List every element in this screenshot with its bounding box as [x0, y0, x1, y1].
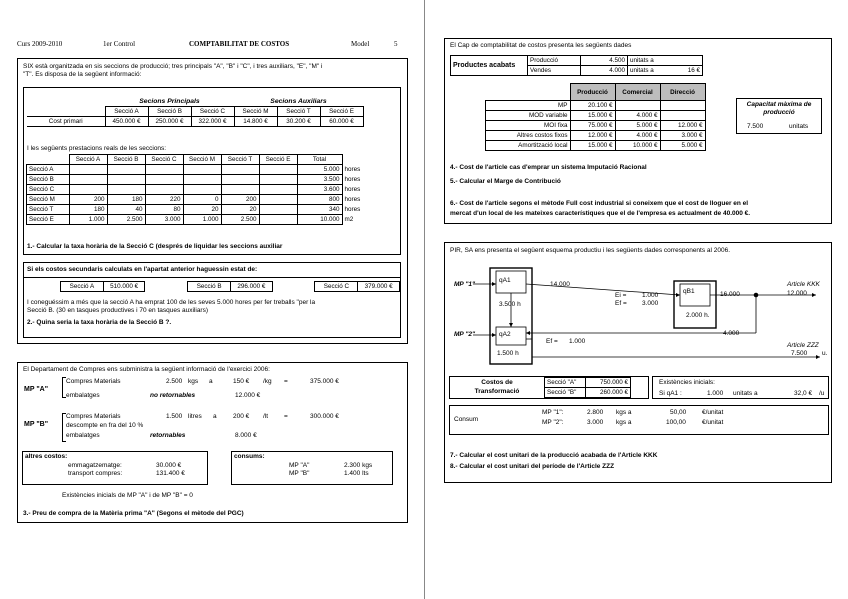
prest-row-label: Secció B: [27, 175, 70, 185]
altres-value: 131.400 €: [156, 470, 185, 477]
ef-value: 3.000: [642, 300, 659, 307]
model-label: Model: [351, 40, 370, 48]
qa2-hours: 1.500 h: [497, 350, 519, 357]
mpb-per: /lt: [263, 413, 269, 420]
mpb-label: MP "B": [24, 421, 49, 428]
cost-cell: [660, 111, 705, 121]
cost-row: [486, 121, 706, 131]
prest-header: Secció E: [259, 155, 297, 165]
prod-row-price: [672, 56, 703, 66]
cost-cell: 12.000 €: [570, 131, 615, 141]
section-header: Secció B: [148, 107, 191, 117]
mpa-per: /kg: [263, 378, 272, 385]
prest-cell: [145, 175, 183, 185]
group-principal-header: Secions Principals: [105, 97, 234, 107]
prest-cell: 220: [145, 195, 183, 205]
prest-header: Secció M: [183, 155, 221, 165]
prest-cell: [259, 205, 297, 215]
prest-cell: [69, 165, 107, 175]
mpa-embalatges-note: no retornables: [150, 392, 196, 399]
costos-transformacio-table: [544, 377, 631, 398]
productes-acabats-table: [450, 55, 703, 76]
question-4: 4.- Cost de l'article cas d'emprar un sistema Imputació Racional: [450, 164, 647, 171]
prest-cell: [107, 165, 145, 175]
mpa-eq: =: [284, 378, 288, 385]
mpb-unit: litres: [188, 413, 202, 420]
costos-label: Secció "A": [545, 378, 586, 388]
prest-cell: 3.600: [297, 185, 342, 195]
zzz-value: 7.500: [791, 350, 808, 357]
pir-exercise-box: [444, 242, 832, 483]
costos-table: [485, 83, 706, 151]
capacitat-value: 7.500: [747, 123, 764, 130]
six-intro-line1: SIX està organitzada en sis seccions de producció; tres principals "A", "B" i "C", i tres auxiliars, "E", "M" i: [23, 63, 323, 70]
prest-cell: 3.000: [145, 215, 183, 225]
prest-row: [27, 175, 366, 185]
prest-cell: 40: [107, 205, 145, 215]
course-label: Curs 2009-2010: [17, 40, 63, 48]
prest-cell: 2.500: [221, 215, 259, 225]
capacitat-title-1: Capacitat màxima de: [746, 101, 812, 108]
consum-label: MP "B": [289, 470, 310, 477]
prest-cell: [107, 185, 145, 195]
qa1-hours: 3.500 h: [499, 301, 521, 308]
cost-cell: 3.000 €: [660, 131, 705, 141]
model-number: 5: [394, 40, 398, 48]
q2-text-line2: Secció B. (30 en tasques productives i 70 en tasques auxiliars): [27, 307, 209, 314]
cost-cell: 15.000 €: [570, 141, 615, 151]
consum-row-unit: kgs a: [616, 419, 632, 426]
right-page: [425, 0, 848, 599]
cap-exercise-box: [444, 38, 832, 224]
prest-row: [27, 165, 366, 175]
cost-row: [486, 131, 706, 141]
prest-row: [27, 215, 366, 225]
q2-value: 296.000 €: [231, 282, 273, 292]
six-exercise-box: [17, 58, 408, 344]
prod-row-label: Vendes: [528, 66, 581, 76]
mpb-compres-text: Compres Materials: [66, 413, 121, 420]
ei-value: 1.000: [642, 292, 659, 299]
consum-row-price: 50,00: [670, 409, 687, 416]
prest-header: Total: [297, 155, 342, 165]
prest-row-unit: hores: [344, 206, 361, 213]
prest-cell: 20: [183, 205, 221, 215]
cost-value: 250.000 €: [148, 117, 191, 127]
cost-cell: 5.000 €: [660, 141, 705, 151]
arrowhead: [526, 331, 530, 335]
cost-cell: 20.100 €: [570, 101, 615, 111]
prest-cell: [107, 175, 145, 185]
cost-row-label: MOI fixa: [486, 121, 571, 131]
cost-header: Comercial: [615, 84, 660, 101]
exist-unit: unitats a: [733, 390, 758, 397]
cost-row: [486, 111, 706, 121]
consum-row-per: €/unitat: [702, 409, 724, 416]
q2-values-table: [60, 281, 400, 292]
prest-row: [27, 205, 366, 215]
compres-exercise-box: [17, 362, 408, 523]
prest-cell: 200: [221, 195, 259, 205]
mpb-qty: 1.500: [166, 413, 183, 420]
consum-label: MP "A": [289, 462, 310, 469]
cost-row: [486, 141, 706, 151]
prestacions-table: [26, 154, 366, 225]
prest-cell: 5.000: [297, 165, 342, 175]
q2-text-line1: I coneguéssim a més que la secció A ha emprat 100 de les seves 5.000 hores per fer treballs "per la: [27, 299, 316, 306]
kkk-value: 12.000: [787, 290, 807, 297]
mpa-a: a: [209, 378, 213, 385]
prest-cell: 3.500: [297, 175, 342, 185]
costos-label: Secció "B": [545, 388, 586, 398]
mpa-label: MP "A": [24, 386, 49, 393]
zzz-label: Article ZZZ: [787, 342, 819, 349]
cost-cell: [660, 101, 705, 111]
consum-row-price: 100,00: [666, 419, 686, 426]
cost-cell: 75.000 €: [570, 121, 615, 131]
altres-label: transport compres:: [68, 470, 123, 477]
q2-label: Secció A: [61, 282, 104, 292]
prest-row-label: Secció E: [27, 215, 70, 225]
q2-label: Secció B: [188, 282, 231, 292]
prest-cell: [69, 175, 107, 185]
prest-cell: [69, 185, 107, 195]
mpb-descompte: descompte en fra del 10 %: [66, 422, 144, 429]
section-header: Secció C: [191, 107, 234, 117]
mpa-embalatges: embalatges: [66, 392, 100, 399]
productes-label: Productes acabats: [451, 56, 528, 76]
consum-row-qty: 3.000: [587, 419, 604, 426]
mpb-embalatges: embalatges: [66, 432, 100, 439]
prest-row: [27, 195, 366, 205]
question-2: 2.- Quina seria la taxa horària de la Secció B ?.: [27, 319, 172, 326]
prod-row-price: 16 €: [672, 66, 703, 76]
prest-row-unit: m2: [344, 216, 354, 223]
cost-cell: 10.000 €: [615, 141, 660, 151]
mpa-unit: kgs: [188, 378, 199, 385]
prod-row-label: Producció: [528, 56, 581, 66]
mpb-a: a: [213, 413, 217, 420]
consum-row-label: MP "2":: [542, 419, 564, 426]
question-7: 7.- Calcular el cost unitari de la producció acabada de l'Article KKK: [450, 452, 658, 459]
cost-cell: 12.000 €: [660, 121, 705, 131]
flow-b1-label: 16.000: [720, 291, 740, 298]
qb1-label: qB1: [683, 288, 695, 295]
cost-cell: 4.000 €: [615, 111, 660, 121]
prest-cell: [221, 185, 259, 195]
prest-row-label: Secció M: [27, 195, 70, 205]
prest-cell: 0: [183, 195, 221, 205]
exist-per: /u: [819, 390, 825, 397]
ef-label: Ef =: [615, 300, 627, 307]
exist-price: 32,0 €: [794, 390, 813, 397]
prest-header: Secció A: [69, 155, 107, 165]
exist-label: Si qA1 :: [659, 390, 682, 397]
costos-transformacio-box: [449, 376, 649, 399]
mpb-embalatges-total: 8.000 €: [235, 432, 257, 439]
prod-row-value: 4.500: [581, 56, 628, 66]
question-3: 3.- Preu de compra de la Matèria prima "A" (Segons el mètode del PGC): [23, 510, 244, 517]
cost-row-label: Altres costos fixos: [486, 131, 571, 141]
compres-intro: El Departament de Compres ens subministra la següent informació de l'exercici 2006:: [23, 366, 270, 373]
consum-row-label: MP "1":: [542, 409, 564, 416]
cost-value: 450.000 €: [105, 117, 148, 127]
prod-row-unit: unitats a: [628, 66, 673, 76]
q2-intro: Si els costos secundaris calculats en l'apartat anterior haguessin estat de:: [27, 266, 258, 273]
altres-costos-box: [22, 451, 208, 485]
prest-cell: 20: [221, 205, 259, 215]
prest-cell: [259, 175, 297, 185]
prest-cell: 2.500: [107, 215, 145, 225]
qa1-label: qA1: [499, 277, 511, 284]
prest-header: Secció C: [145, 155, 183, 165]
six-data-box: [23, 87, 401, 255]
section-header: Secció T: [277, 107, 320, 117]
cost-header: Direcció: [660, 84, 705, 101]
q2-value: 379.000 €: [358, 282, 400, 292]
prest-row-label: Secció C: [27, 185, 70, 195]
question-8: 8.- Calcular el cost unitari del període de l'Article ZZZ: [450, 463, 615, 470]
prest-row: [27, 185, 366, 195]
mpa-qty: 2.500: [166, 378, 183, 385]
section-header: Secció E: [320, 107, 363, 117]
prod-row-value: 4.000: [581, 66, 628, 76]
cost-row-label: MP: [486, 101, 571, 111]
prest-cell: [221, 165, 259, 175]
costos-title-2: Transformació: [474, 388, 520, 395]
cost-row-label: Amortització local: [486, 141, 571, 151]
cost-row-label: MOD variable: [486, 111, 571, 121]
kkk-label: Article KKK: [787, 281, 820, 288]
costos-value: 260.000 €: [586, 388, 631, 398]
existencies-box: [652, 376, 829, 399]
prest-row-label: Secció T: [27, 205, 70, 215]
costos-value: 750.000 €: [586, 378, 631, 388]
section-header: Secció M: [234, 107, 277, 117]
prest-cell: 180: [107, 195, 145, 205]
arrowhead: [812, 293, 816, 297]
prest-header: Secció T: [221, 155, 259, 165]
prest-cell: [259, 185, 297, 195]
mpa-embalatges-total: 12.000 €: [235, 392, 261, 399]
arrowhead: [816, 355, 820, 359]
question-5: 5.- Calcular el Marge de Contribució: [450, 178, 561, 185]
pir-intro: PIR, SA ens presenta el següent esquema productiu i les següents dades corresponents al 2006.: [450, 247, 731, 254]
mpb-price: 200 €: [233, 413, 250, 420]
prest-cell: 180: [69, 205, 107, 215]
prest-cell: [183, 185, 221, 195]
ef2-label: Ef =: [546, 338, 558, 345]
prest-header: Secció B: [107, 155, 145, 165]
exist-title: Existències inicials:: [659, 379, 715, 386]
costos-title-1: Costos de: [481, 379, 513, 386]
cost-primari-label: Cost primari: [27, 117, 105, 127]
prest-row-unit: hores: [344, 186, 361, 193]
cost-header: Producció: [570, 84, 615, 101]
q2-box: [23, 262, 401, 338]
consum-value: 2.300 kgs: [344, 462, 373, 469]
prest-cell: [183, 165, 221, 175]
ei-label: Ei =: [615, 292, 627, 299]
flow-4000-label: 4.000: [723, 330, 740, 337]
existencies-text: Existències inicials de MP "A" i de MP "B" = 0: [62, 492, 193, 499]
section-header: Secció A: [105, 107, 148, 117]
prest-row-unit: hores: [344, 166, 361, 173]
ef2-value: 1.000: [569, 338, 586, 345]
consum-box: [449, 405, 829, 435]
prest-cell: 800: [297, 195, 342, 205]
prest-cell: [145, 185, 183, 195]
mpb-eq: =: [284, 413, 288, 420]
cost-cell: 4.000 €: [615, 131, 660, 141]
cost-cell: 15.000 €: [570, 111, 615, 121]
capacitat-unit: unitats: [789, 123, 809, 130]
page-title: COMPTABILITAT DE COSTOS: [189, 40, 290, 48]
prest-cell: 200: [69, 195, 107, 205]
capacitat-title-2: producció: [763, 109, 795, 116]
cost-value: 322.000 €: [191, 117, 234, 127]
mpa-total: 375.000 €: [310, 378, 339, 385]
prest-row-unit: hores: [344, 196, 361, 203]
cost-row: [486, 101, 706, 111]
prest-cell: 1.000: [183, 215, 221, 225]
cost-value: 14.800 €: [234, 117, 277, 127]
prest-cell: [259, 165, 297, 175]
question-6-line2: mercat d'un local de les mateixes característiques que el de l'empresa es actualment de 40.000 €.: [450, 210, 751, 217]
cost-value: 60.000 €: [320, 117, 363, 127]
mpa-price: 150 €: [233, 378, 250, 385]
prest-cell: [145, 165, 183, 175]
q2-label: Secció C: [315, 282, 358, 292]
exist-qty: 1.000: [707, 390, 724, 397]
prest-cell: 1.000: [69, 215, 107, 225]
prest-row-label: Secció A: [27, 165, 70, 175]
cost-cell: [615, 101, 660, 111]
prest-cell: 10.000: [297, 215, 342, 225]
arrowhead: [509, 323, 513, 327]
prest-cell: 80: [145, 205, 183, 215]
mp2-label: MP "2": [454, 331, 476, 338]
cost-value: 30.200 €: [277, 117, 320, 127]
altres-title: altres costos:: [25, 453, 68, 460]
cost-cell: 5.000 €: [615, 121, 660, 131]
consum-value: 1.400 lts: [344, 470, 369, 477]
prest-cell: [221, 175, 259, 185]
consum-row-per: €/unitat: [702, 419, 724, 426]
term-label: 1er Control: [103, 40, 136, 48]
flow-a1-label: 14.000: [550, 281, 570, 288]
arrowhead: [676, 293, 680, 297]
mp1-label: MP "1": [454, 281, 476, 288]
prest-cell: [183, 175, 221, 185]
six-intro-line2: "T". Es disposa de la següent informació:: [23, 71, 142, 78]
mpb-embalatges-note: retornables: [150, 432, 186, 439]
consum-label: Consum: [454, 416, 479, 423]
prod-row-unit: unitats a: [628, 56, 673, 66]
question-6-line1: 6.- Cost de l'article segons el mètode Full cost industrial si coneixem que el cost de lloguer en el: [450, 200, 749, 207]
consum-row-qty: 2.800: [587, 409, 604, 416]
prestacions-title: I les següents prestacions reals de les seccions:: [27, 145, 167, 152]
consums-box: [231, 451, 393, 485]
mpb-total: 300.000 €: [310, 413, 339, 420]
question-1: 1.- Calcular la taxa horària de la Secció C (després de liquidar les seccions auxiliar: [27, 243, 283, 250]
arrowhead: [492, 333, 496, 337]
cap-intro: El Cap de comptabilitat de costos presenta les següents dades: [450, 42, 632, 49]
mpa-compres-text: Compres Materials: [66, 378, 121, 385]
q2-value: 510.000 €: [103, 282, 145, 292]
qb1-hours: 2.000 h.: [686, 312, 710, 319]
zzz-unit: u.: [822, 350, 828, 357]
altres-value: 30.000 €: [156, 462, 182, 469]
group-aux-header: Secions Auxiliars: [234, 97, 363, 107]
arrowhead: [492, 282, 496, 286]
primary-cost-table: [27, 97, 364, 127]
capacitat-box: [736, 98, 822, 134]
prest-cell: 340: [297, 205, 342, 215]
prest-row-unit: hores: [344, 176, 361, 183]
prest-cell: [259, 195, 297, 205]
prest-cell: [259, 215, 297, 225]
consums-title: consums:: [234, 453, 265, 460]
consum-row-unit: kgs a: [616, 409, 632, 416]
q2-divider: [24, 277, 400, 278]
altres-label: emmagatzematge:: [68, 462, 122, 469]
qa2-label: qA2: [499, 331, 511, 338]
